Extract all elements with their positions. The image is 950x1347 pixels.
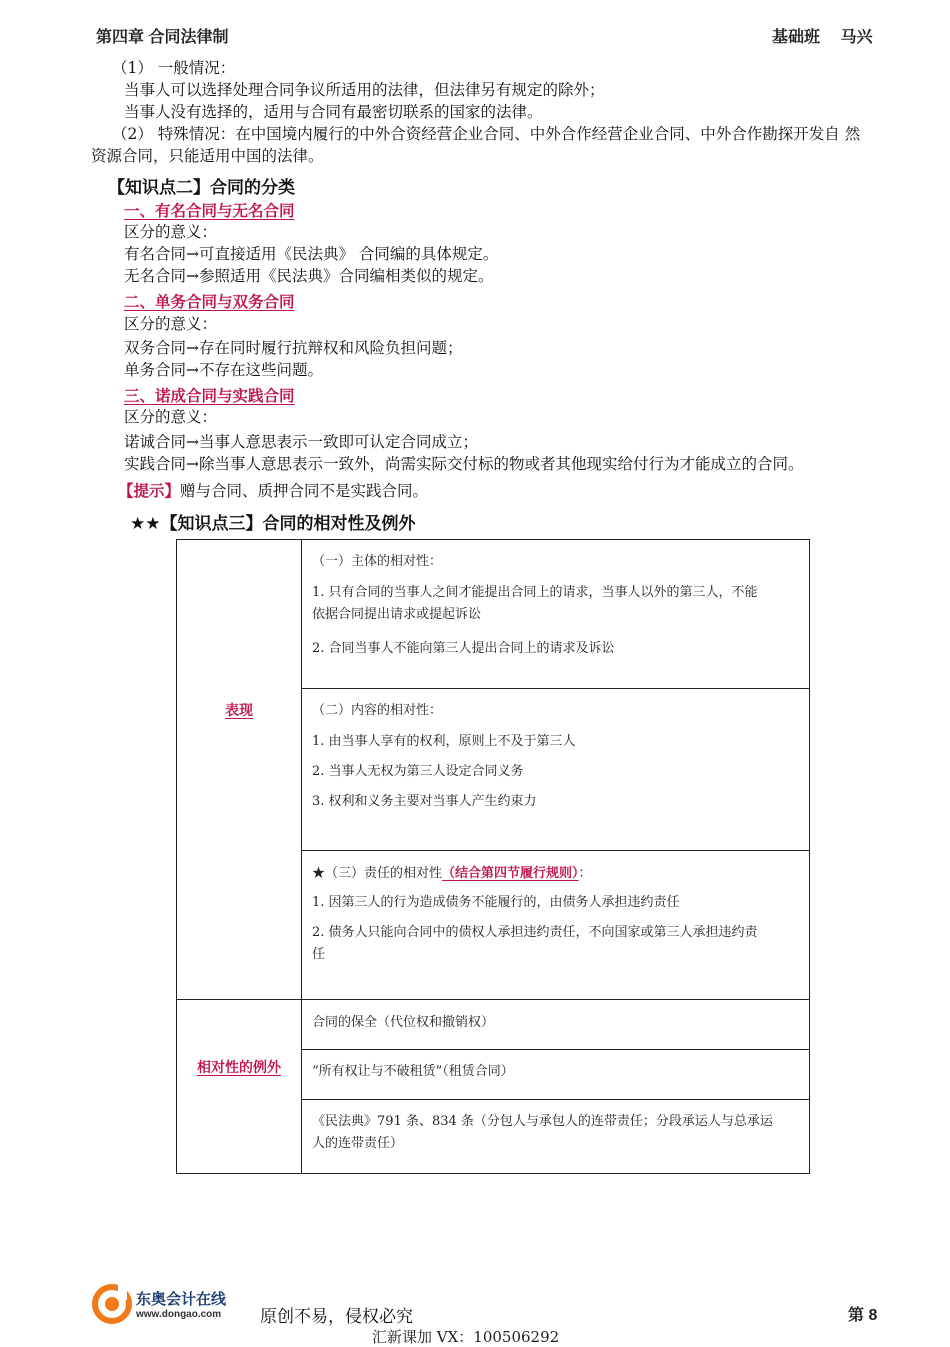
kp3-title: ★★【知识点三】合同的相对性及例外: [130, 514, 416, 533]
group-divider: [177, 999, 809, 1000]
exception-3b: 人的连带责任）: [312, 1136, 404, 1151]
liability-relativity-title: [312, 862, 592, 885]
kp2-s1-line-1: 有名合同→可直接适用《民法典》 合同编的具体规定。: [124, 245, 499, 263]
subject-relativity-title: （一）主体的相对性：: [312, 554, 443, 569]
page-number: 第 8: [848, 1307, 878, 1324]
special-line-2: 资源合同，只能适用中国的法律。: [91, 147, 324, 165]
liability-item-2b: 任: [312, 947, 326, 962]
liability-item-1: 1. 因第三人的行为造成债务不能履行的，由债务人承担违约责任: [312, 895, 680, 910]
footer-bottom-line: 汇新课加 VX：100506292: [372, 1328, 560, 1346]
kp2-s2-line-1: 双务合同→存在同时履行抗辩权和风险负担问题；: [124, 339, 463, 357]
kp2-tip: [118, 480, 428, 503]
row-divider: [301, 1049, 809, 1050]
kp2-section-2-title: 二、单务合同与双务合同: [124, 294, 295, 311]
relativity-table: [176, 539, 810, 1174]
kp2-title: 【知识点二】合同的分类: [108, 178, 295, 197]
kp2-section-3-title: 三、诺成合同与实践合同: [124, 388, 295, 405]
subject-item-1a: 1. 只有合同的当事人之间才能提出合同上的请求，当事人以外的第三人，不能: [312, 585, 758, 600]
logo-name: 东奥会计在线: [136, 1291, 227, 1308]
general-line-2: 当事人没有选择的，适用与合同有最密切联系的国家的法律。: [124, 103, 543, 121]
liability-title-prefix: ★（三）责任的相对性: [312, 866, 443, 881]
kp2-s3-line-2: 实践合同→除当事人意思表示一致外，尚需实际交付标的物或者其他现实给付行为才能成立的合同。: [124, 455, 804, 473]
subject-item-1b: 依据合同提出请求或提起诉讼: [312, 607, 482, 622]
tip-label: 【提示】: [118, 483, 181, 500]
table-divider: [301, 540, 302, 1173]
content-item-3: 3. 权利和义务主要对当事人产生约束力: [312, 794, 537, 809]
tip-text: 赠与合同、质押合同不是实践合同。: [180, 482, 429, 500]
subject-item-2: 2. 合同当事人不能向第三人提出合同上的请求及诉讼: [312, 641, 615, 656]
header-course: 基础班 马兴: [772, 29, 873, 46]
general-line-1: 当事人可以选择处理合同争议所适用的法律，但法律另有规定的除外；: [124, 81, 605, 99]
kp2-s3-line-1: 诺诚合同→当事人意思表示一致即可认定合同成立；: [124, 433, 478, 451]
label-exceptions: 相对性的例外: [197, 1059, 281, 1075]
content-relativity-title: （二）内容的相对性：: [312, 703, 443, 718]
footer-slogan: 原创不易，侵权必究: [260, 1307, 413, 1326]
kp2-s2-meaning: 区分的意义：: [124, 315, 218, 333]
content-item-1: 1. 由当事人享有的权利，原则上不及于第三人: [312, 734, 576, 749]
kp2-s1-line-2: 无名合同→参照适用《民法典》合同编相类似的规定。: [124, 267, 494, 285]
special-line-1: （2） 特殊情况：在中国境内履行的中外合资经营企业合同、中外合作经营企业合同、中外合作勘探开发自 然: [112, 125, 861, 143]
logo-url: www.dongao.com: [136, 1309, 222, 1320]
dongao-logo-icon: [92, 1284, 132, 1324]
exception-3a: 《民法典》791 条、834 条（分包人与承包人的连带责任；分段承运人与总承运: [312, 1114, 773, 1129]
performance-rules-link: （结合第四节履行规则）: [442, 865, 579, 880]
kp2-section-1-title: 一、有名合同与无名合同: [124, 203, 295, 220]
exception-2: “所有权让与不破租赁”（租赁合同）: [312, 1064, 514, 1079]
content-item-2: 2. 当事人无权为第三人设定合同义务: [312, 764, 524, 779]
kp2-s3-meaning: 区分的意义：: [124, 408, 218, 426]
row-divider: [301, 688, 809, 689]
kp2-s1-meaning: 区分的意义：: [124, 223, 218, 241]
kp2-s2-line-2: 单务合同→不存在这些问题。: [124, 361, 323, 379]
liability-item-2a: 2. 债务人只能向合同中的债权人承担违约责任，不向国家或第三人承担违约责: [312, 925, 758, 940]
liability-title-suffix: ：: [578, 866, 592, 881]
row-divider: [301, 1099, 809, 1100]
exception-1: 合同的保全（代位权和撤销权）: [312, 1015, 495, 1030]
header-chapter: 第四章 合同法律制: [96, 29, 229, 46]
general-title: （1） 一般情况：: [112, 59, 236, 77]
row-divider: [301, 850, 809, 851]
label-biaoxian: 表现: [225, 702, 253, 718]
